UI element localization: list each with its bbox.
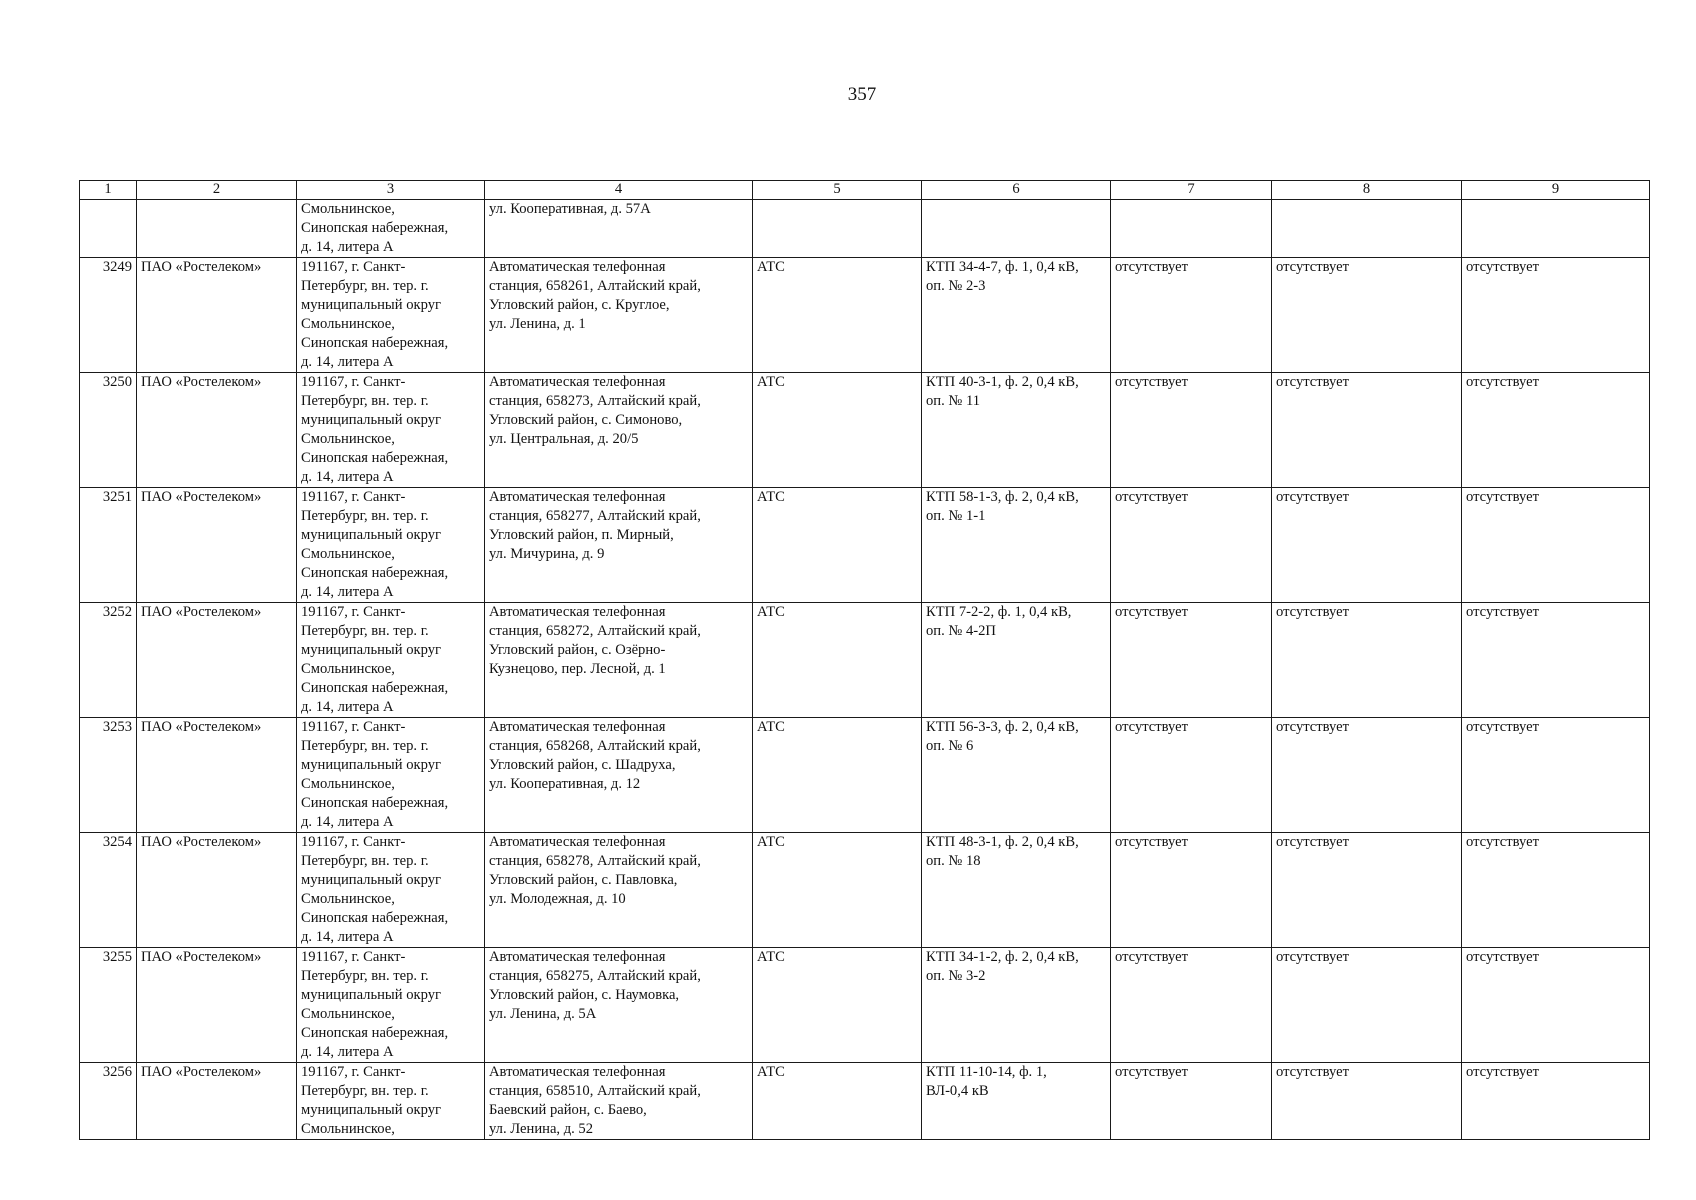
cell-address: 191167, г. Санкт- Петербург, вн. тер. г. муниципальный округ Смольнинское, Синопская набережная, д. 14, литера А	[297, 603, 485, 718]
column-header: 2	[137, 181, 297, 200]
cell-owner: ПАО «Ростелеком»	[137, 948, 297, 1063]
cell-type: АТС	[753, 718, 922, 833]
cell-number: 3249	[80, 258, 137, 373]
cell-source: КТП 56-3-3, ф. 2, 0,4 кВ, оп. № 6	[922, 718, 1111, 833]
cell-source: КТП 48-3-1, ф. 2, 0,4 кВ, оп. № 18	[922, 833, 1111, 948]
cell-number: 3252	[80, 603, 137, 718]
cell-owner: ПАО «Ростелеком»	[137, 603, 297, 718]
column-header: 9	[1462, 181, 1650, 200]
cell-col8: отсутствует	[1272, 488, 1462, 603]
cell-owner: ПАО «Ростелеком»	[137, 488, 297, 603]
table-row	[80, 948, 1650, 1063]
cell-number: 3256	[80, 1063, 137, 1140]
cell-col7: отсутствует	[1111, 373, 1272, 488]
continuation-row	[80, 200, 1650, 258]
cell-number: 3250	[80, 373, 137, 488]
cell-col8: отсутствует	[1272, 603, 1462, 718]
cell-col8: отсутствует	[1272, 833, 1462, 948]
cell-type: АТС	[753, 258, 922, 373]
page-number: 357	[847, 84, 877, 105]
cell-source	[922, 200, 1111, 258]
cell-col9: отсутствует	[1462, 948, 1650, 1063]
column-header: 5	[753, 181, 922, 200]
cell-col7: отсутствует	[1111, 718, 1272, 833]
cell-col9	[1462, 200, 1650, 258]
table-row	[80, 718, 1650, 833]
cell-number: 3255	[80, 948, 137, 1063]
cell-type: АТС	[753, 948, 922, 1063]
column-header: 1	[80, 181, 137, 200]
cell-object: Автоматическая телефонная станция, 658277, Алтайский край, Угловский район, п. Мирный, ул. Мичурина, д. 9	[485, 488, 753, 603]
cell-address: 191167, г. Санкт- Петербург, вн. тер. г. муниципальный округ Смольнинское, Синопская набережная, д. 14, литера А	[297, 833, 485, 948]
table-row	[80, 1063, 1650, 1140]
cell-col9: отсутствует	[1462, 373, 1650, 488]
cell-col7: отсутствует	[1111, 833, 1272, 948]
cell-source: КТП 40-3-1, ф. 2, 0,4 кВ, оп. № 11	[922, 373, 1111, 488]
cell-source: КТП 11-10-14, ф. 1, ВЛ-0,4 кВ	[922, 1063, 1111, 1140]
cell-col8: отсутствует	[1272, 1063, 1462, 1140]
cell-address: 191167, г. Санкт- Петербург, вн. тер. г. муниципальный округ Смольнинское, Синопская набережная, д. 14, литера А	[297, 948, 485, 1063]
cell-object: Автоматическая телефонная станция, 658272, Алтайский край, Угловский район, с. Озёрно- Кузнецово, пер. Лесной, д. 1	[485, 603, 753, 718]
cell-object: Автоматическая телефонная станция, 658273, Алтайский край, Угловский район, с. Симоново, ул. Центральная, д. 20/5	[485, 373, 753, 488]
cell-owner: ПАО «Ростелеком»	[137, 833, 297, 948]
cell-col7: отсутствует	[1111, 948, 1272, 1063]
cell-number: 3251	[80, 488, 137, 603]
cell-object: ул. Кооперативная, д. 57А	[485, 200, 753, 258]
column-header: 4	[485, 181, 753, 200]
cell-col8: отсутствует	[1272, 948, 1462, 1063]
cell-col9: отсутствует	[1462, 603, 1650, 718]
column-header: 7	[1111, 181, 1272, 200]
cell-owner	[137, 200, 297, 258]
cell-number: 3254	[80, 833, 137, 948]
cell-owner: ПАО «Ростелеком»	[137, 258, 297, 373]
cell-col7	[1111, 200, 1272, 258]
cell-type	[753, 200, 922, 258]
cell-owner: ПАО «Ростелеком»	[137, 718, 297, 833]
cell-address: Смольнинское, Синопская набережная, д. 14, литера А	[297, 200, 485, 258]
registry-table	[79, 180, 1650, 1140]
cell-address: 191167, г. Санкт- Петербург, вн. тер. г. муниципальный округ Смольнинское, Синопская набережная, д. 14, литера А	[297, 258, 485, 373]
cell-type: АТС	[753, 373, 922, 488]
cell-number	[80, 200, 137, 258]
cell-col9: отсутствует	[1462, 718, 1650, 833]
cell-type: АТС	[753, 1063, 922, 1140]
cell-number: 3253	[80, 718, 137, 833]
column-header: 6	[922, 181, 1111, 200]
cell-object: Автоматическая телефонная станция, 658510, Алтайский край, Баевский район, с. Баево, ул. Ленина, д. 52	[485, 1063, 753, 1140]
cell-col7: отсутствует	[1111, 603, 1272, 718]
column-number-row	[80, 181, 1650, 200]
cell-object: Автоматическая телефонная станция, 658278, Алтайский край, Угловский район, с. Павловка, ул. Молодежная, д. 10	[485, 833, 753, 948]
cell-source: КТП 58-1-3, ф. 2, 0,4 кВ, оп. № 1-1	[922, 488, 1111, 603]
cell-source: КТП 34-1-2, ф. 2, 0,4 кВ, оп. № 3-2	[922, 948, 1111, 1063]
cell-col9: отсутствует	[1462, 1063, 1650, 1140]
cell-col7: отсутствует	[1111, 258, 1272, 373]
cell-address: 191167, г. Санкт- Петербург, вн. тер. г. муниципальный округ Смольнинское, Синопская набережная, д. 14, литера А	[297, 718, 485, 833]
cell-col9: отсутствует	[1462, 488, 1650, 603]
column-header: 3	[297, 181, 485, 200]
cell-col8: отсутствует	[1272, 718, 1462, 833]
cell-type: АТС	[753, 603, 922, 718]
cell-type: АТС	[753, 488, 922, 603]
cell-source: КТП 34-4-7, ф. 1, 0,4 кВ, оп. № 2-3	[922, 258, 1111, 373]
cell-address: 191167, г. Санкт- Петербург, вн. тер. г. муниципальный округ Смольнинское, Синопская набережная, д. 14, литера А	[297, 373, 485, 488]
cell-type: АТС	[753, 833, 922, 948]
cell-owner: ПАО «Ростелеком»	[137, 1063, 297, 1140]
cell-col9: отсутствует	[1462, 833, 1650, 948]
cell-col8	[1272, 200, 1462, 258]
cell-object: Автоматическая телефонная станция, 658268, Алтайский край, Угловский район, с. Шадруха, ул. Кооперативная, д. 12	[485, 718, 753, 833]
table-row	[80, 603, 1650, 718]
table-row	[80, 373, 1650, 488]
cell-col7: отсутствует	[1111, 1063, 1272, 1140]
cell-object: Автоматическая телефонная станция, 658261, Алтайский край, Угловский район, с. Круглое, ул. Ленина, д. 1	[485, 258, 753, 373]
table-row	[80, 833, 1650, 948]
column-header: 8	[1272, 181, 1462, 200]
cell-col9: отсутствует	[1462, 258, 1650, 373]
table-row	[80, 488, 1650, 603]
cell-address: 191167, г. Санкт- Петербург, вн. тер. г. муниципальный округ Смольнинское,	[297, 1063, 485, 1140]
cell-col7: отсутствует	[1111, 488, 1272, 603]
cell-col8: отсутствует	[1272, 373, 1462, 488]
cell-col8: отсутствует	[1272, 258, 1462, 373]
cell-owner: ПАО «Ростелеком»	[137, 373, 297, 488]
cell-address: 191167, г. Санкт- Петербург, вн. тер. г. муниципальный округ Смольнинское, Синопская набережная, д. 14, литера А	[297, 488, 485, 603]
table-row	[80, 258, 1650, 373]
cell-source: КТП 7-2-2, ф. 1, 0,4 кВ, оп. № 4-2П	[922, 603, 1111, 718]
cell-object: Автоматическая телефонная станция, 658275, Алтайский край, Угловский район, с. Наумовка, ул. Ленина, д. 5А	[485, 948, 753, 1063]
